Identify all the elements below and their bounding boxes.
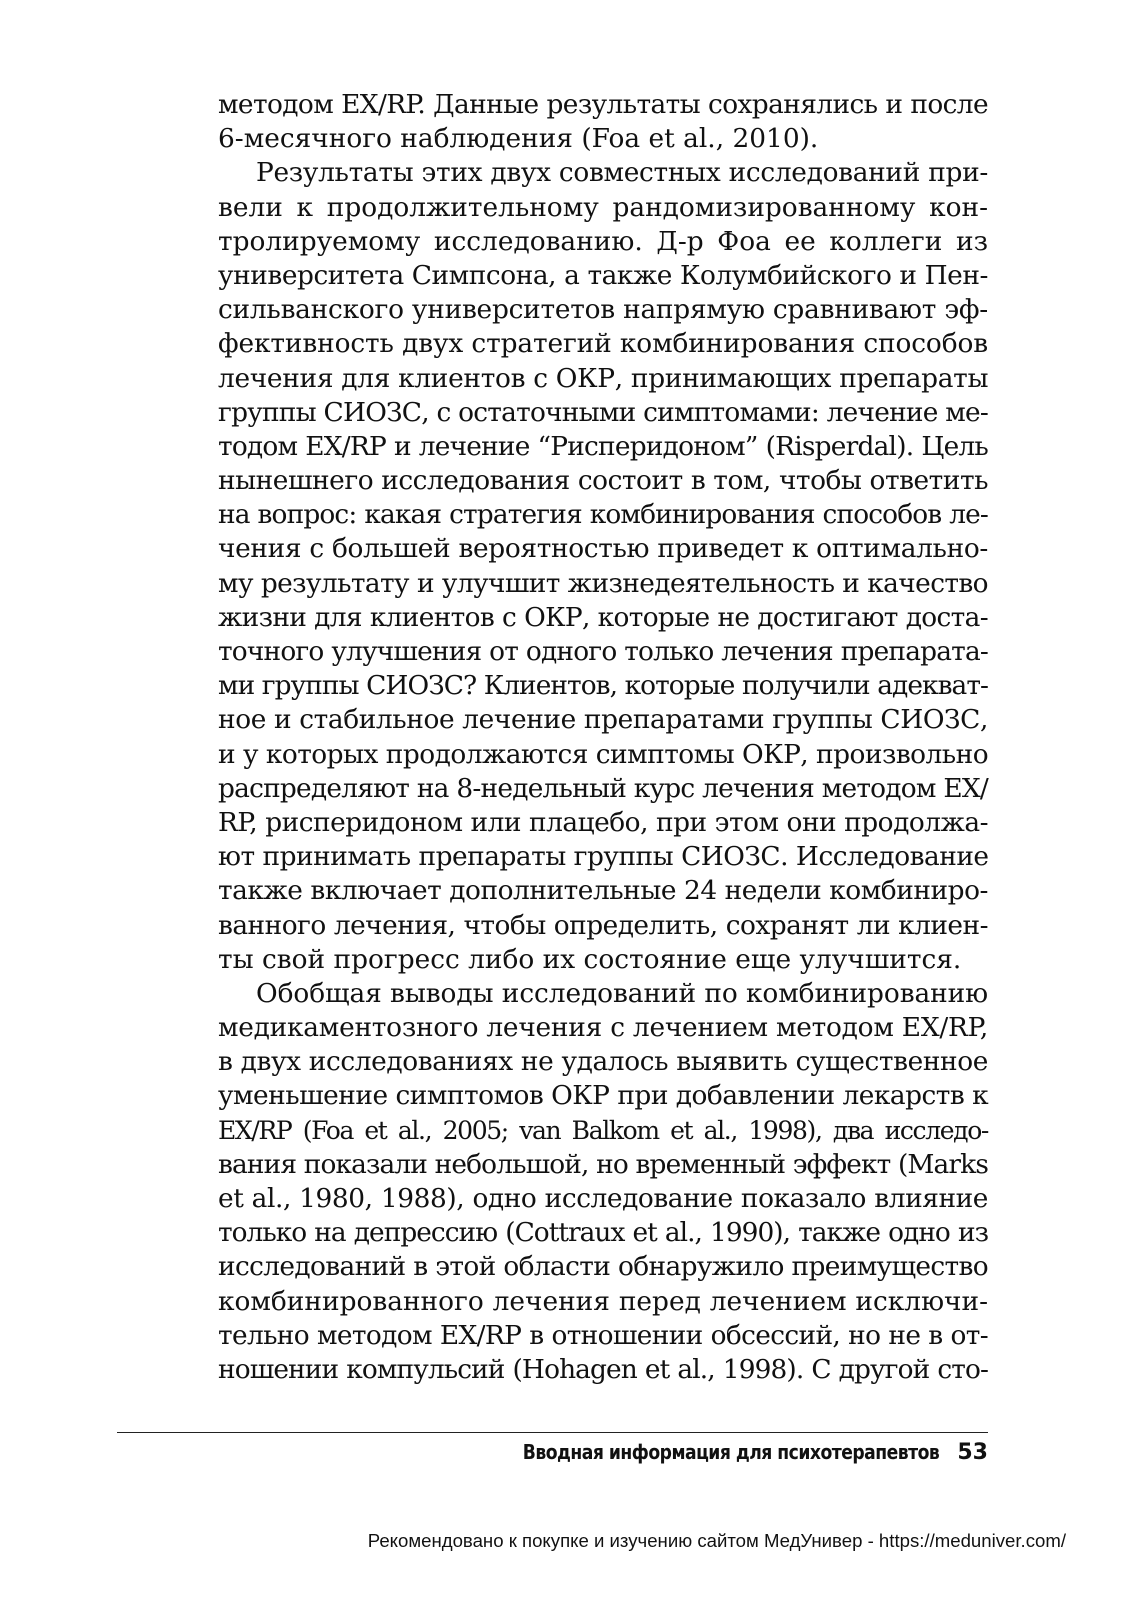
text-line: тельно методом EX/RP в отношении обсессий, но не в от- xyxy=(218,1319,988,1351)
text-line: методом EX/RP. Данные результаты сохранялись и после xyxy=(218,89,988,120)
text-line: и у которых продолжаются симптомы ОКР, произвольно xyxy=(218,738,989,770)
text-line: ты свой прогресс либо их состояние еще улучшится. xyxy=(218,943,962,975)
text-line: фективность двух стратегий комбинирования способов xyxy=(218,328,988,360)
text-line: Результаты этих двух совместных исследований при- xyxy=(256,157,988,189)
text-line: ют принимать препараты группы СИОЗС. Исследование xyxy=(218,841,989,873)
text-line: чения с большей вероятностью приведет к оптимально- xyxy=(218,533,988,565)
text-line: жизни для клиентов с ОКР, которые не достигают доста- xyxy=(218,601,988,633)
text-line: лечения для клиентов с ОКР, принимающих препараты xyxy=(218,362,989,394)
text-line: 6-месячного наблюдения (Foa et al., 2010). xyxy=(218,123,819,155)
text-line: RP, рисперидоном или плацебо, при этом они продолжа- xyxy=(218,806,988,838)
running-title: Вводная информация для психотерапевтов xyxy=(522,1440,940,1464)
text-line: тролируемому исследованию. Д-р Фоа ее коллеги из xyxy=(218,225,988,257)
text-line: вели к продолжительному рандомизированному кон- xyxy=(218,191,988,223)
footer-divider xyxy=(117,1432,988,1433)
text-line: тодом EX/RP и лечение “Рисперидоном” (Risperdal). Цель xyxy=(218,430,988,462)
text-line: ное и стабильное лечение препаратами группы СИОЗС, xyxy=(218,704,988,736)
text-line: комбинированного лечения перед лечением исключи- xyxy=(218,1285,988,1317)
text-line: в двух исследованиях не удалось выявить существенное xyxy=(218,1046,988,1078)
text-line: распределяют на 8-недельный курс лечения методом EX/ xyxy=(218,772,988,804)
text-line: нынешнего исследования состоит в том, чтобы ответить xyxy=(218,465,988,497)
watermark-text: Рекомендовано к покупке и изучению сайтом МедУнивер - https://meduniver.com/ xyxy=(367,1530,1066,1551)
text-line: только на депрессию (Cottraux et al., 1990), также одно из xyxy=(218,1217,988,1249)
text-line: точного улучшения от одного только лечения препарата- xyxy=(218,636,988,667)
text-line: Обобщая выводы исследований по комбинированию xyxy=(256,977,989,1009)
running-footer xyxy=(455,1440,988,1474)
text-line: университета Симпсона, а также Колумбийского и Пен- xyxy=(218,259,988,291)
text-line: et al., 1980, 1988), одно исследование показало влияние xyxy=(218,1183,988,1214)
text-line: также включает дополнительные 24 недели комбиниро- xyxy=(218,875,989,907)
text-line: вания показали небольшой, но временный эффект (Marks xyxy=(218,1148,988,1180)
text-line: уменьшение симптомов ОКР при добавлении лекарств к xyxy=(218,1080,989,1112)
text-line: исследований в этой области обнаружило преимущество xyxy=(218,1251,988,1283)
body-text xyxy=(218,88,988,1387)
text-line: на вопрос: какая стратегия комбинирования способов ле- xyxy=(218,499,988,531)
text-line: ванного лечения, чтобы определить, сохранят ли клиен- xyxy=(218,909,988,941)
text-line: медикаментозного лечения с лечением методом EX/RP, xyxy=(218,1012,988,1044)
text-line: ношении компульсий (Hohagen et al., 1998). С другой сто- xyxy=(218,1353,988,1385)
text-line: EX/RP (Foa et al., 2005; van Balkom et al., 1998), два исследо- xyxy=(218,1115,988,1145)
text-line: сильванского университетов напрямую сравнивают эф- xyxy=(218,294,988,326)
text-line: группы СИОЗС, с остаточными симптомами: лечение ме- xyxy=(218,396,989,428)
text-line: му результату и улучшит жизнедеятельность и качество xyxy=(218,567,988,599)
text-line: ми группы СИОЗС? Клиентов, которые получили адекват- xyxy=(218,670,988,702)
page-number: 53 xyxy=(957,1440,988,1465)
